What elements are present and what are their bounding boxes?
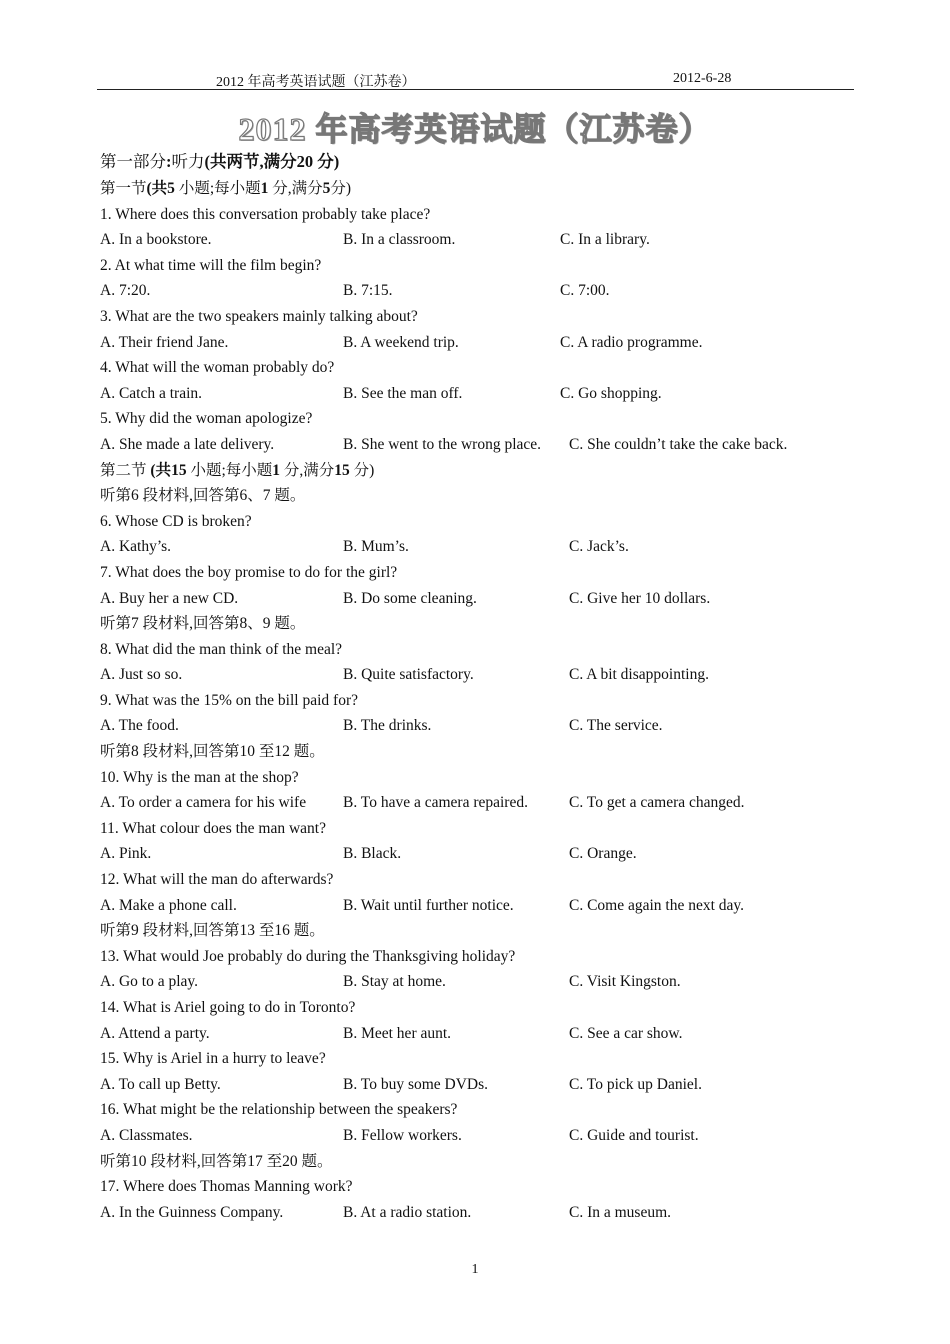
question: 5. Why did the woman apologize? xyxy=(100,410,313,428)
question: 2. At what time will the film begin? xyxy=(100,256,322,274)
option-c: C. 7:00. xyxy=(560,282,610,300)
option-a: A. Make a phone call. xyxy=(100,896,237,914)
option-a: A. Just so so. xyxy=(100,666,183,684)
header-title: 2012 年高考英语试题（江苏卷） xyxy=(216,75,416,90)
options-row xyxy=(100,432,860,458)
question: 12. What will the man do afterwards? xyxy=(100,871,334,889)
option-b: B. A weekend trip. xyxy=(343,333,459,351)
option-a: A. Go to a play. xyxy=(100,973,199,991)
question: 15. Why is Ariel in a hurry to leave? xyxy=(100,1050,326,1068)
option-b: B. 7:15. xyxy=(343,282,393,300)
option-b: B. At a radio station. xyxy=(343,1203,472,1221)
option-c: C. To pick up Daniel. xyxy=(569,1075,702,1093)
option-c: C. Jack’s. xyxy=(569,538,629,556)
options-row xyxy=(100,534,860,560)
option-b: B. Wait until further notice. xyxy=(343,896,514,914)
option-b: B. She went to the wrong place. xyxy=(343,435,542,453)
options-row xyxy=(100,278,860,304)
section-heading: 第二节 (共15 小题;每小题1 分,满分15 分) xyxy=(100,461,375,479)
question: 4. What will the woman probably do? xyxy=(100,359,335,377)
question: 13. What would Joe probably do during the Thanksgiving holiday? xyxy=(100,947,516,965)
header-date: 2012-6-28 xyxy=(673,71,732,86)
option-b: B. Fellow workers. xyxy=(343,1126,462,1144)
options-row xyxy=(100,790,860,816)
option-b: B. Quite satisfactory. xyxy=(343,666,474,684)
option-b: B. Do some cleaning. xyxy=(343,589,477,607)
option-a: A. Kathy’s. xyxy=(100,538,172,556)
option-a: A. To call up Betty. xyxy=(100,1075,221,1093)
option-a: A. In the Guinness Company. xyxy=(100,1203,284,1221)
option-a: A. Catch a train. xyxy=(100,384,203,402)
option-c: C. Give her 10 dollars. xyxy=(569,589,711,607)
document-title: 2012 年高考英语试题（江苏卷） xyxy=(238,111,712,147)
options-row xyxy=(100,1200,860,1226)
option-c: C. In a museum. xyxy=(569,1203,672,1221)
listening-instruction: 听第6 段材料,回答第6、7 题。 xyxy=(100,487,306,505)
options-row xyxy=(100,662,860,688)
option-a: A. The food. xyxy=(100,717,179,735)
option-c: C. A bit disappointing. xyxy=(569,666,709,684)
listening-instruction: 听第8 段材料,回答第10 至12 题。 xyxy=(100,743,325,761)
question: 16. What might be the relationship between the speakers? xyxy=(100,1101,458,1119)
option-c: C. The service. xyxy=(569,717,663,735)
option-c: C. Visit Kingston. xyxy=(569,973,681,991)
option-c: C. She couldn’t take the cake back. xyxy=(569,435,788,453)
option-b: B. Black. xyxy=(343,845,402,863)
option-a: A. Their friend Jane. xyxy=(100,333,229,351)
options-row xyxy=(100,1021,860,1047)
options-row xyxy=(100,227,860,253)
option-b: B. See the man off. xyxy=(343,384,463,402)
options-row xyxy=(100,841,860,867)
listening-instruction: 听第9 段材料,回答第13 至16 题。 xyxy=(100,922,325,940)
option-c: C. Guide and tourist. xyxy=(569,1126,699,1144)
listening-instruction: 听第10 段材料,回答第17 至20 题。 xyxy=(100,1152,333,1170)
option-b: B. To have a camera repaired. xyxy=(343,794,528,812)
question: 10. Why is the man at the shop? xyxy=(100,768,299,786)
option-b: B. Meet her aunt. xyxy=(343,1024,452,1042)
options-row xyxy=(100,893,860,919)
option-a: A. Attend a party. xyxy=(100,1024,210,1042)
part-heading: 第一部分:听力(共两节,满分20 分) xyxy=(100,152,340,171)
options-row xyxy=(100,1072,860,1098)
section-heading: 第一节(共5 小题;每小题1 分,满分5分) xyxy=(100,180,352,197)
option-a: A. 7:20. xyxy=(100,282,151,300)
option-a: A. To order a camera for his wife xyxy=(100,794,307,812)
option-c: C. To get a camera changed. xyxy=(569,794,745,812)
question: 1. Where does this conversation probably take place? xyxy=(100,205,431,223)
page-header xyxy=(97,71,854,90)
options-row xyxy=(100,381,860,407)
option-b: B. The drinks. xyxy=(343,717,432,735)
option-c: C. Go shopping. xyxy=(560,384,662,402)
question: 3. What are the two speakers mainly talking about? xyxy=(100,307,418,325)
question: 9. What was the 15% on the bill paid for? xyxy=(100,691,358,709)
options-row xyxy=(100,969,860,995)
listening-instruction: 听第7 段材料,回答第8、9 题。 xyxy=(100,615,306,633)
question: 6. Whose CD is broken? xyxy=(100,512,252,530)
question: 14. What is Ariel going to do in Toronto? xyxy=(100,999,356,1016)
option-c: C. See a car show. xyxy=(569,1024,683,1042)
options-row xyxy=(100,1123,860,1149)
option-b: B. Mum’s. xyxy=(343,538,409,556)
option-c: C. A radio programme. xyxy=(560,333,703,351)
option-a: A. Buy her a new CD. xyxy=(100,589,239,607)
question: 7. What does the boy promise to do for the girl? xyxy=(100,563,398,581)
option-c: C. Come again the next day. xyxy=(569,896,745,914)
options-row xyxy=(100,330,860,356)
option-c: C. Orange. xyxy=(569,845,637,863)
options-row xyxy=(100,713,860,739)
option-c: C. In a library. xyxy=(560,231,650,249)
exam-content xyxy=(100,148,860,1225)
question: 17. Where does Thomas Manning work? xyxy=(100,1178,353,1196)
option-a: A. She made a late delivery. xyxy=(100,435,275,453)
options-row xyxy=(100,586,860,612)
question: 11. What colour does the man want? xyxy=(100,819,326,837)
question: 8. What did the man think of the meal? xyxy=(100,640,343,658)
option-a: A. Pink. xyxy=(100,845,152,863)
option-a: A. In a bookstore. xyxy=(100,231,212,249)
page-number: 1 xyxy=(471,1262,479,1277)
option-a: A. Classmates. xyxy=(100,1126,193,1144)
option-b: B. In a classroom. xyxy=(343,231,456,249)
option-b: B. Stay at home. xyxy=(343,973,446,991)
option-b: B. To buy some DVDs. xyxy=(343,1075,489,1093)
